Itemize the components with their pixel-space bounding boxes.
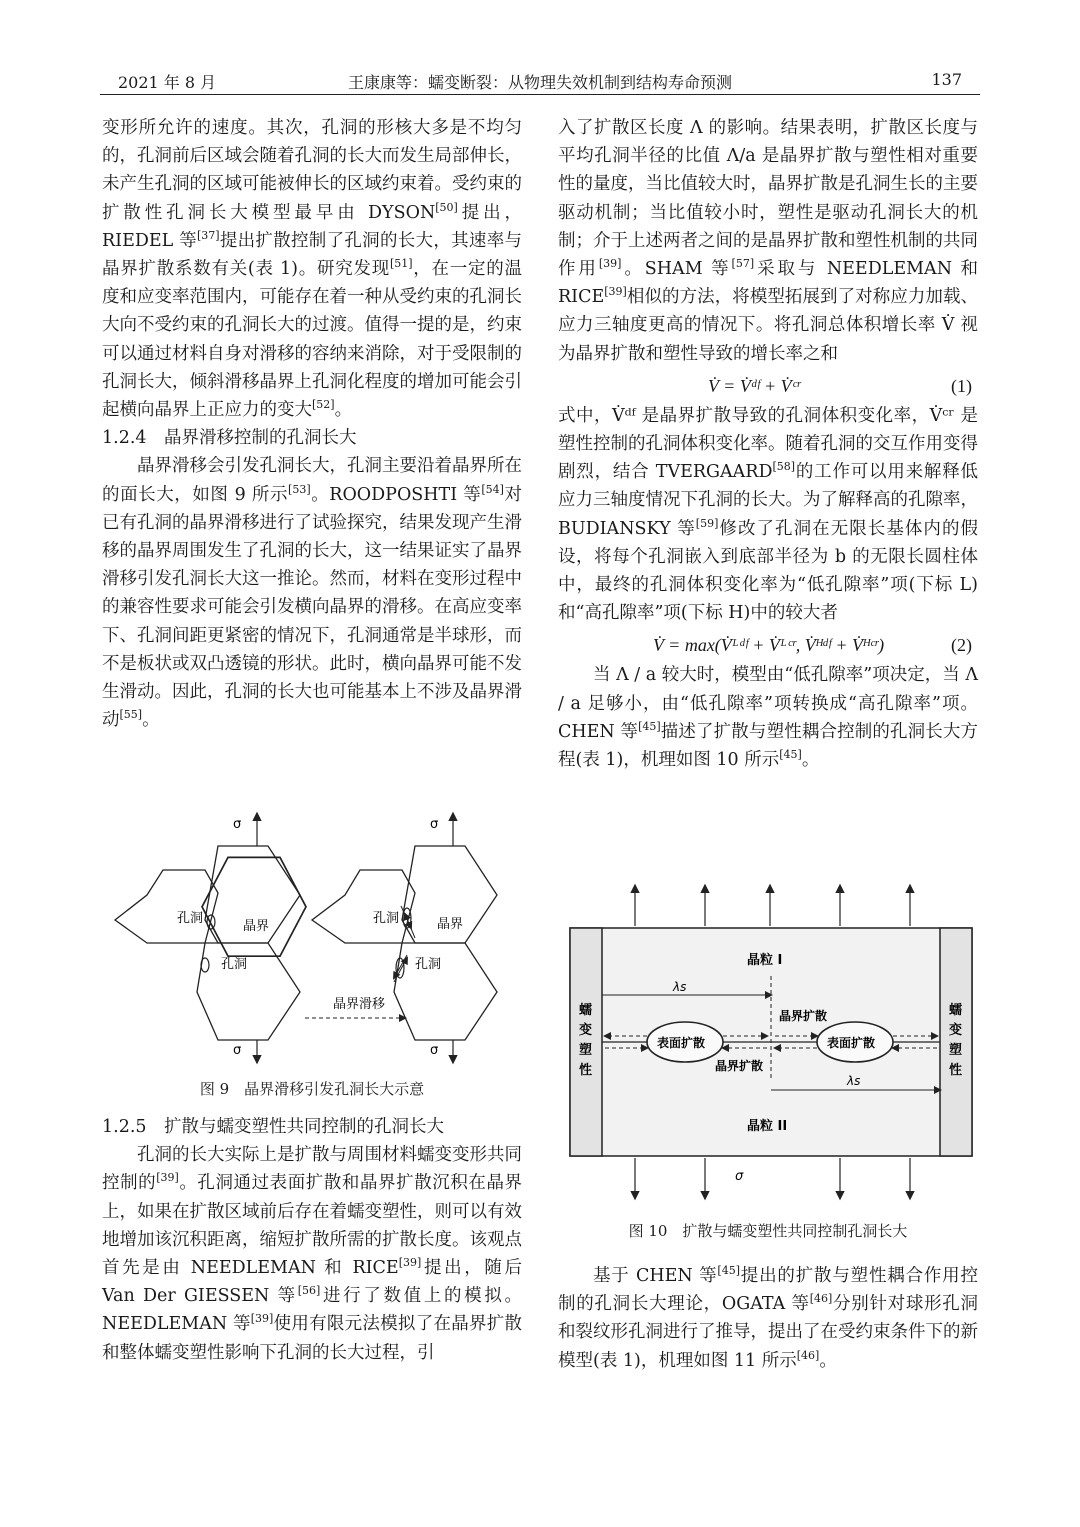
header-rule xyxy=(100,94,980,95)
svg-text:变: 变 xyxy=(579,1023,593,1038)
running-header xyxy=(100,66,980,94)
svg-text:性: 性 xyxy=(949,1063,963,1078)
header-date: 2021 年 8 月 xyxy=(118,73,217,92)
equation-1-body: V̇ = V̇ᵈᶠ + V̇ᶜʳ xyxy=(708,375,801,396)
hex-left-bottom xyxy=(197,943,300,1040)
gb-sliding-label: 晶界滑移 xyxy=(333,997,386,1012)
stress-arrows-bottom xyxy=(635,1158,910,1198)
void-label-left-2: 孔洞 xyxy=(221,957,248,972)
hex-right-mid xyxy=(312,870,415,943)
equation-1-number: (1) xyxy=(951,375,972,396)
left-column xyxy=(102,114,522,734)
figure-9 xyxy=(105,810,525,1065)
grain-2-label: 晶粒 II xyxy=(747,1119,788,1134)
grain-1-label: 晶粒 I xyxy=(747,953,783,968)
sigma-label-left-bottom: σ xyxy=(233,1043,242,1058)
section-heading-1-2-4: 1.2.4 晶界滑移控制的孔洞长大 xyxy=(102,428,357,449)
lambda-label-bottom: λs xyxy=(847,1074,861,1088)
equation-2-body: V̇ = max(V̇ᴸᵈᶠ + V̇ᴸᶜʳ, V̇ᴴᵈᶠ + V̇ᴴᶜʳ) xyxy=(653,635,885,656)
gb-label-left: 晶界 xyxy=(243,919,270,934)
svg-text:变: 变 xyxy=(949,1023,963,1038)
surface-diffusion-label-right: 表面扩散 xyxy=(827,1036,876,1050)
gb-diffusion-label-top: 晶界扩散 xyxy=(779,1009,828,1023)
gb-diffusion-label-bottom: 晶界扩散 xyxy=(715,1059,764,1073)
left-paragraph-2: 晶界滑移会引发孔洞长大，孔洞主要沿着晶界所在的面长大，如图 9 所示[53]。ROODPOSHTI 等[54]对已有孔洞的晶界滑移进行了试验探究，结果发现产生滑移的晶界周围发生了孔洞的长大，这一结果证实了晶界滑移引发孔洞长大这一推论。然而，材料在变形过程中的兼容性要求可能会引发横向晶界的滑移。在高应变率下、孔洞间距更紧密的情况下，孔洞通常是半球形，而不是板状或双凸透镜的形状。此时，横向晶界可能不发生滑动。因此，孔洞的长大也可能基本上不涉及晶界滑动[55]。 xyxy=(102,456,523,731)
lambda-label-top: λs xyxy=(673,980,687,994)
creep-zone-right xyxy=(940,928,972,1156)
void-label-left-1: 孔洞 xyxy=(177,911,204,926)
right-paragraph-4: 基于 CHEN 等[45]提出的扩散与塑性耦合作用控制的孔洞长大理论，OGATA 等[46]分别针对球形孔洞和裂纹形孔洞进行了推导，提出了在受约束条件下的新模型(表 1)，机理如图 11 所示[46]。 xyxy=(558,1264,978,1371)
figure-10-caption: 图 10 扩散与蠕变塑性共同控制孔洞长大 xyxy=(628,1222,908,1240)
figure-10-diagram xyxy=(565,880,977,1210)
hex-right-bottom xyxy=(394,943,497,1040)
equation-2 xyxy=(558,627,978,661)
equation-1 xyxy=(558,368,978,402)
right-column-bottom xyxy=(558,1262,978,1375)
left-paragraph-1: 变形所允许的速度。其次，孔洞的形核大多是不均匀的，孔洞前后区域会随着孔洞的长大而发生局部伸长，未产生孔洞的区域可能被伸长的区域约束着。受约束的扩散性孔洞长大模型最早由 DYSON[50]提出，RIEDEL 等[37]提出扩散控制了孔洞的长大，其速率与晶界扩散系数有关(表 1)。研究发现[51]，在一定的温度和应变率范围内，可能存在着一种从受约束的孔洞长大向不受约束的孔洞长大的过渡。值得一提的是，约束可以通过材料自身对滑移的容纳来消除，对于受限制的孔洞长大，倾斜滑移晶界上孔洞化程度的增加可能会引起横向晶界上正应力的变大[52]。 xyxy=(102,118,523,421)
figure-9-diagram xyxy=(105,810,525,1065)
equation-2-number: (2) xyxy=(951,635,972,656)
figure-9-caption: 图 9 晶界滑移引发孔洞长大示意 xyxy=(199,1080,425,1098)
gb-label-right: 晶界 xyxy=(437,917,464,932)
void-left-2 xyxy=(201,958,209,972)
svg-text:蠕: 蠕 xyxy=(949,1003,963,1018)
figure-10 xyxy=(565,880,977,1210)
sigma-label: σ xyxy=(735,1169,744,1184)
sigma-label-right-bottom: σ xyxy=(430,1043,439,1058)
right-paragraph-1: 入了扩散区长度 Λ 的影响。结果表明，扩散区长度与平均孔洞半径的比值 Λ/a 是晶界扩散与塑性相对重要性的量度，当比值较大时，晶界扩散是孔洞生长的主要驱动机制；当比值较小时，塑性是驱动孔洞长大的机制；介于上述两者之间的是晶界扩散和塑性机制的共同作用[39]。SHAM 等[57]采取与 NEEDLEMAN 和 RICE[39]相似的方法，将模型拓展到了对称应力加载、应力三轴度更高的情况下。将孔洞总体积增长率 V̇ 视为晶界扩散和塑性导致的增长率之和 xyxy=(558,118,978,364)
page-number: 137 xyxy=(931,70,962,89)
section-heading-1-2-5: 1.2.5 扩散与蠕变塑性共同控制的孔洞长大 xyxy=(102,1117,445,1137)
svg-text:塑: 塑 xyxy=(949,1043,963,1058)
sigma-label-left-top: σ xyxy=(233,817,242,832)
surface-diffusion-label-left: 表面扩散 xyxy=(657,1036,706,1050)
sigma-label-right-top: σ xyxy=(430,817,439,832)
void-label-right-2: 孔洞 xyxy=(415,957,442,972)
svg-text:性: 性 xyxy=(579,1063,593,1078)
left-paragraph-3: 孔洞的长大实际上是扩散与周围材料蠕变变形共同控制的[39]。孔洞通过表面扩散和晶界扩散沉积在晶界上，如果在扩散区域前后存在着蠕变塑性，则可以有效地增加该沉积距离，缩短扩散所需的扩散长度。该观点首先是由 NEEDLEMAN 和 RICE[39]提出，随后 Van Der GIESSEN 等[56]进行了数值上的模拟。NEEDLEMAN 等[39]使用有限元法模拟了在晶界扩散和整体蠕变塑性影响下孔洞的长大过程，引 xyxy=(102,1145,523,1363)
header-title: 王康康等：蠕变断裂：从物理失效机制到结构寿命预测 xyxy=(347,73,732,92)
svg-text:塑: 塑 xyxy=(579,1043,593,1058)
left-column-bottom xyxy=(102,1113,522,1367)
right-paragraph-2: 式中，V̇ᵈᶠ 是晶界扩散导致的孔洞体积变化率，V̇ᶜʳ 是塑性控制的孔洞体积变化率。随着孔洞的交互作用变得剧烈，结合 TVERGAARD[58]的工作可以用来解释低应力三轴度情况下孔洞的长大。为了解释高的孔隙率，BUDIANSKY 等[59]修改了孔洞在无限长基体内的假设，将每个孔洞嵌入到底部半径为 b 的无限长圆柱体中，最终的孔洞体积变化率为“低孔隙率”项(下标 L)和“高孔隙率”项(下标 H)中的较大者 xyxy=(558,405,978,624)
creep-zone-left xyxy=(570,928,602,1156)
right-paragraph-3: 当 Λ / a 较大时，模型由“低孔隙率”项决定，当 Λ / a 足够小，由“低孔隙率”项转换成“高孔隙率”项。CHEN 等[45]描述了扩散与塑性耦合控制的孔洞长大方程(表 1)，机理如图 10 所示[45]。 xyxy=(558,665,978,771)
svg-text:蠕: 蠕 xyxy=(579,1003,593,1018)
void-label-right-1: 孔洞 xyxy=(373,911,400,926)
right-column xyxy=(558,114,978,774)
stress-arrows-top xyxy=(635,886,910,926)
